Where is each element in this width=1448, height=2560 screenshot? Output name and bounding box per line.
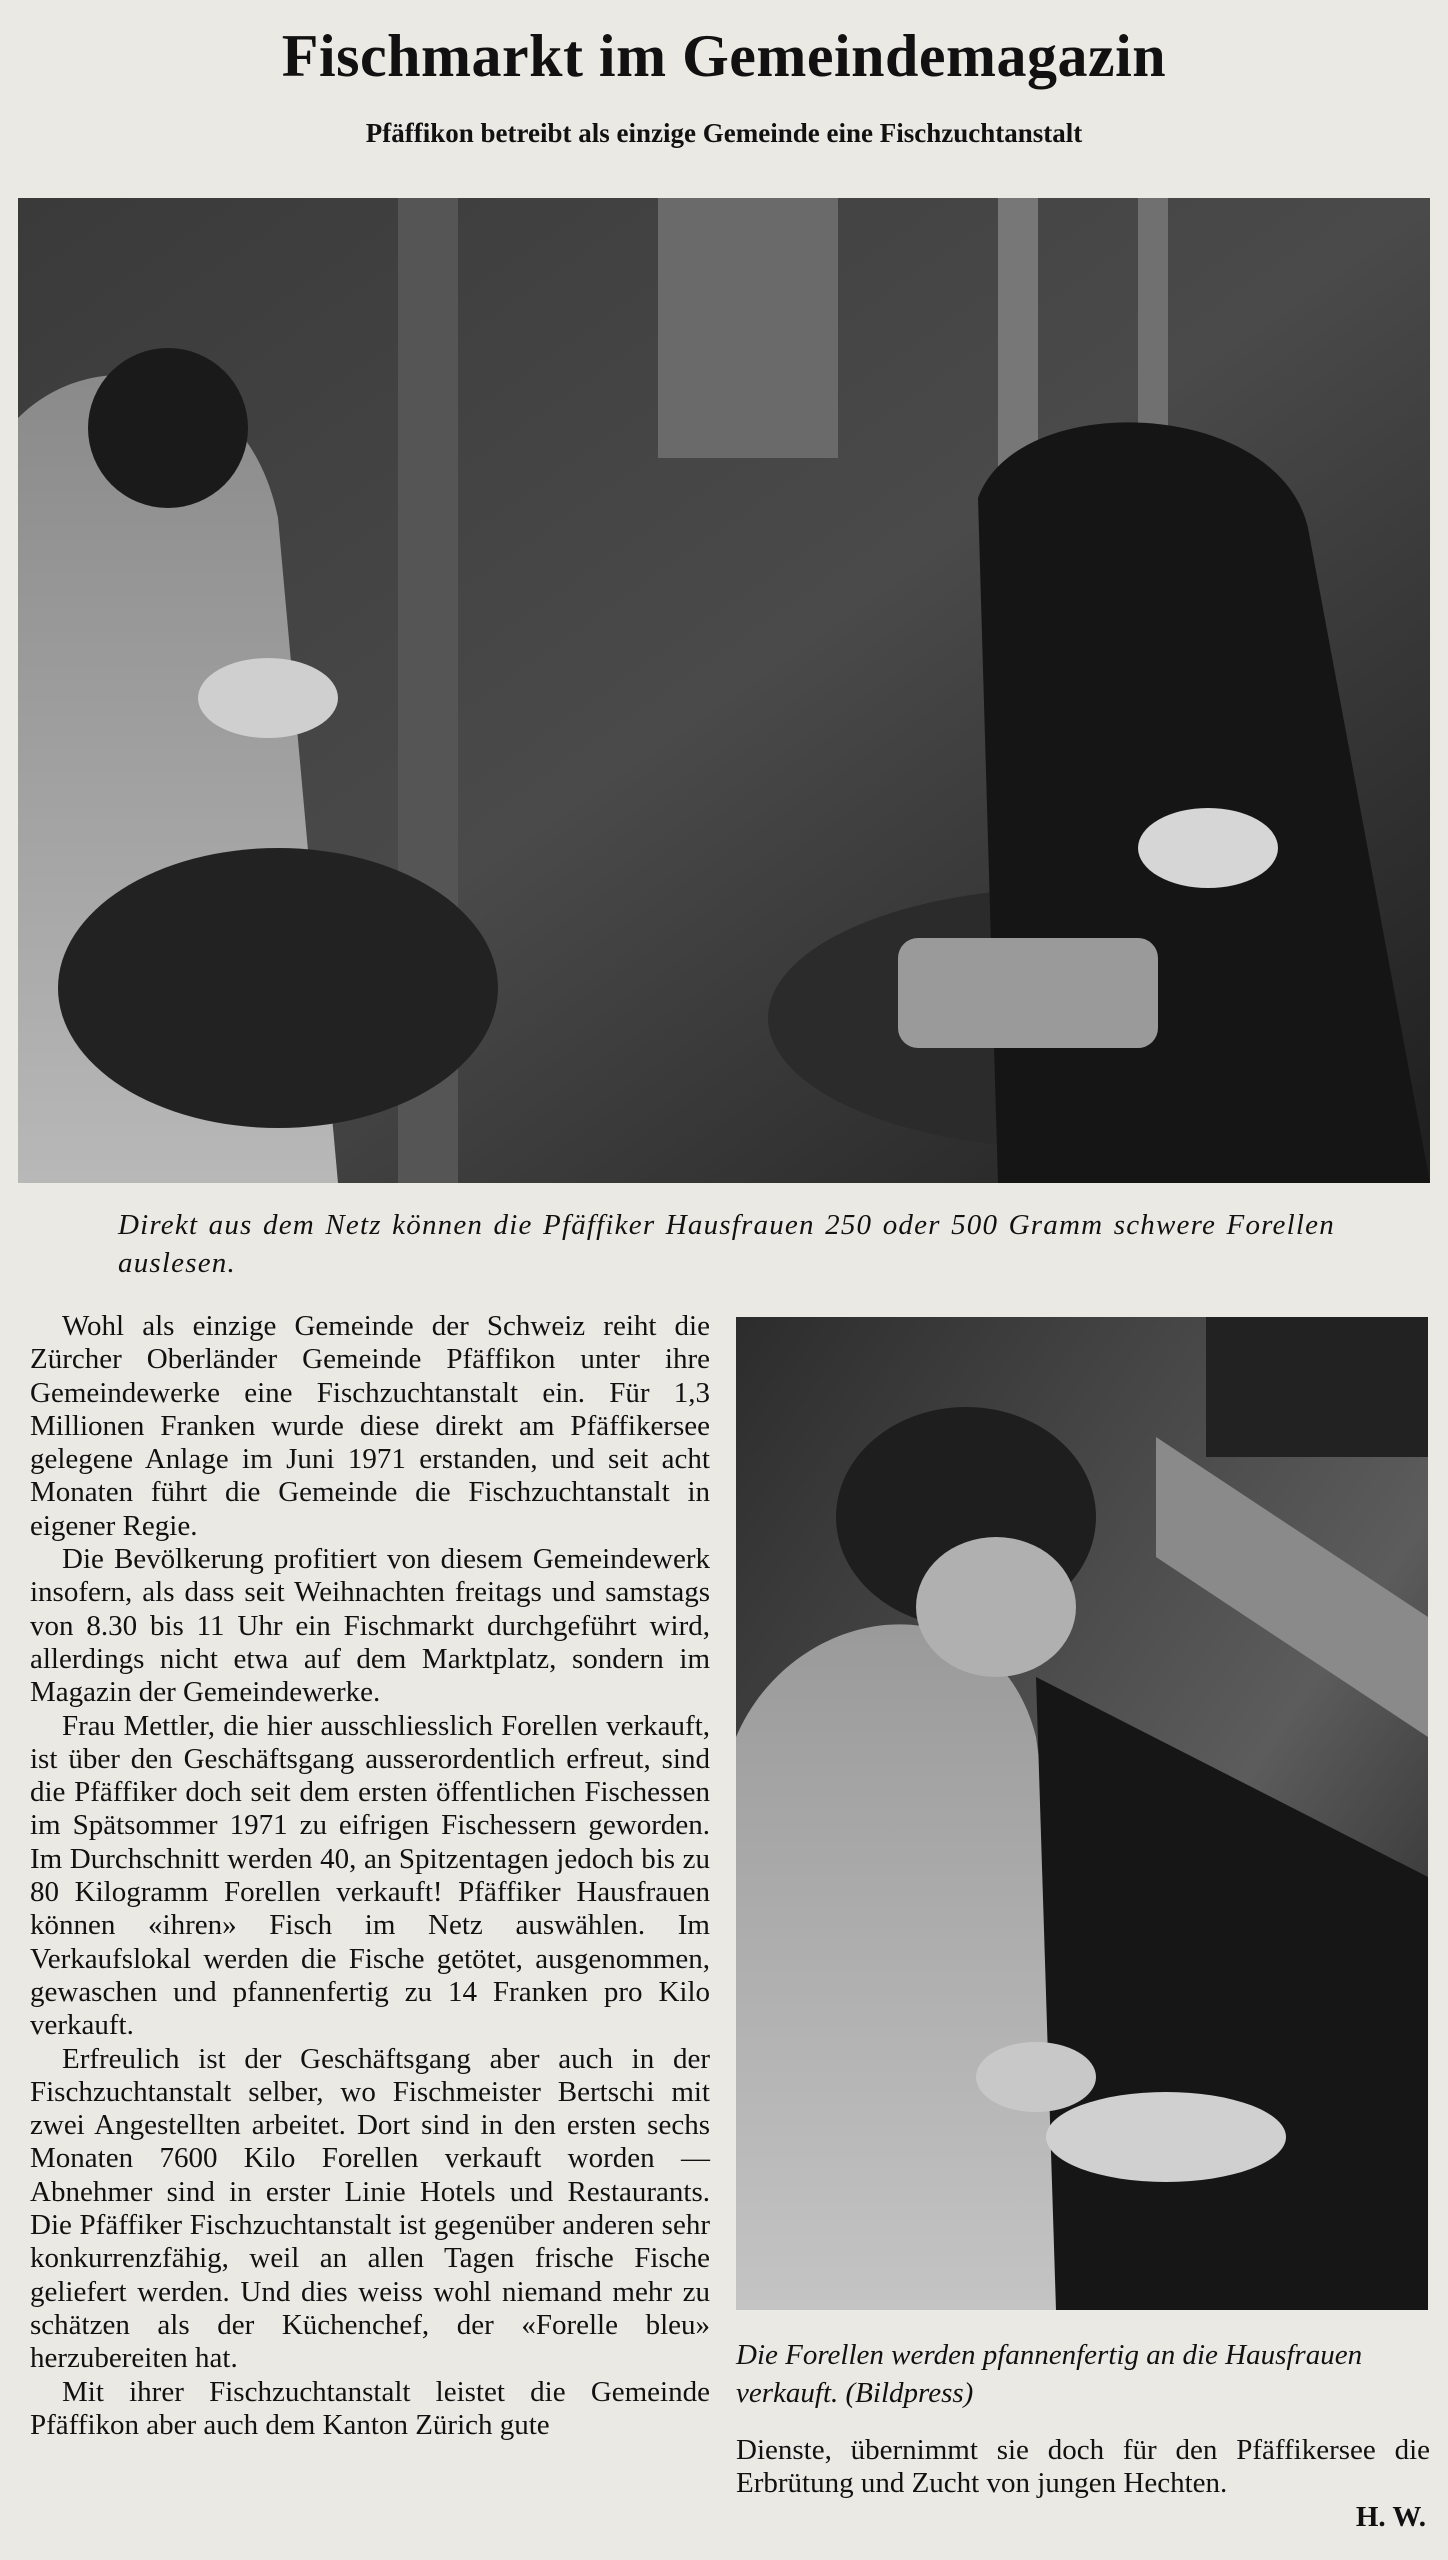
photo-fish-market <box>18 198 1430 1183</box>
photo-fish-market-caption: Direkt aus dem Netz können die Pfäffiker Hausfrauen 250 oder 500 Gramm schwere Forellen auslesen. <box>118 1209 1335 1279</box>
paragraph-1: Wohl als einzige Gemeinde der Schweiz reiht die Zürcher Oberländer Gemeinde Pfäffikon unter ihre Gemeindewerke eine Fischzuchtanstalt ein. Für 1,3 Millionen Franken wurde diese direkt am Pfäffikersee gelegene Anlage im Juni 1971 erstanden, und seit acht Monaten führt die Gemeinde die Fischzuchtanstalt in eigener Regie. <box>30 1310 710 1542</box>
author-signature: H. W. <box>1355 2501 1426 2533</box>
article-body <box>30 1310 710 2442</box>
article-continuation: Dienste, übernimmt sie doch für den Pfäffikersee die Erbrütung und Zucht von jungen Hechten. <box>736 2434 1430 2500</box>
paragraph-3: Frau Mettler, die hier ausschliesslich Forellen verkauft, ist über den Geschäftsgang ausserordentlich erfreut, sind die Pfäffiker doch seit dem ersten öffentlichen Fischessen im Spätsommer 1971 zu eifrigen Fischessern geworden. Im Durchschnitt werden 40, an Spitzentagen jedoch bis zu 80 Kilogramm Forellen verkauft! Pfäffiker Hausfrauen können «ihren» Fisch im Netz auswählen. Im Verkaufslokal werden die Fische getötet, ausgenommen, gewaschen und pfannenfertig zu 14 Franken pro Kilo verkauft. <box>30 1709 710 2042</box>
photo-trout-preparation-caption: Die Forellen werden pfannenfertig an die Hausfrauen verkauft. (Bildpress) <box>736 2339 1363 2409</box>
photo-trout-preparation-image <box>736 1317 1428 2310</box>
article-subheadline: Pfäffikon betreibt als einzige Gemeinde eine Fischzuchtanstalt <box>365 118 1083 148</box>
article-headline: Fischmarkt im Gemeindemagazin <box>281 23 1167 89</box>
paragraph-4: Erfreulich ist der Geschäftsgang aber auch in der Fischzuchtanstalt selber, wo Fischmeister Bertschi mit zwei Angestellten arbeitet. Dort sind in den ersten sechs Monaten 7600 Kilo Forellen verkauft worden — Abnehmer sind in erster Linie Hotels und Restaurants. Die Pfäffiker Fischzuchtanstalt ist gegenüber anderen sehr konkurrenzfähig, weil an allen Tagen frische Fische geliefert werden. Und dies weiss wohl niemand mehr zu schätzen als der Küchenchef, der «Forelle bleu» herzubereiten hat. <box>30 2042 710 2375</box>
photo-fish-market-image <box>18 198 1430 1183</box>
paragraph-2: Die Bevölkerung profitiert von diesem Gemeindewerk insofern, als dass seit Weihnachten freitags und samstags von 8.30 bis 11 Uhr ein Fischmarkt durchgeführt wird, allerdings nicht etwa auf dem Marktplatz, sondern im Magazin der Gemeindewerke. <box>30 1543 710 1709</box>
photo-trout-preparation <box>736 1317 1428 2310</box>
paragraph-5: Mit ihrer Fischzuchtanstalt leistet die Gemeinde Pfäffikon aber auch dem Kanton Zürich gute <box>30 2375 710 2441</box>
